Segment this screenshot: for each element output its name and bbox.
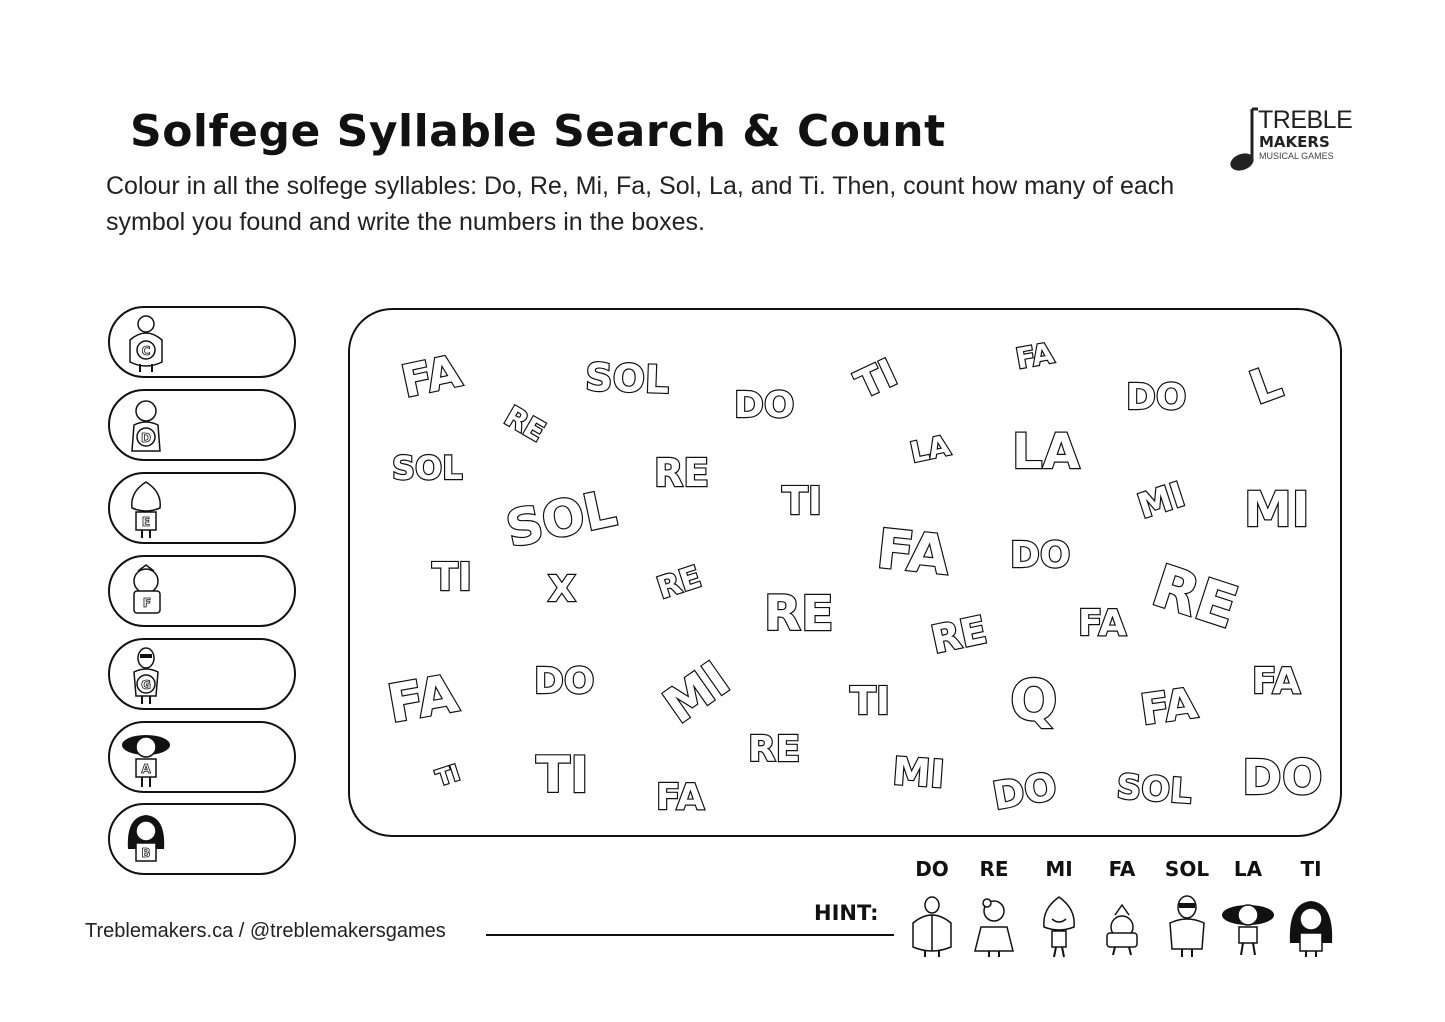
syllable-fa[interactable]: FA — [656, 777, 705, 818]
character-g-icon — [116, 644, 176, 706]
hint-name-la: LA — [1233, 857, 1263, 881]
character-letter: G — [141, 678, 151, 692]
syllable-fa[interactable]: FA — [397, 345, 466, 408]
character-e-icon — [116, 478, 176, 540]
syllable-fa[interactable]: FA — [873, 517, 953, 588]
character-a-icon — [116, 727, 176, 789]
syllable-ti[interactable]: TI — [433, 760, 464, 792]
hint-character-sol-icon — [1160, 893, 1214, 959]
hint-name-mi: MI — [1045, 857, 1073, 881]
instructions-text: Colour in all the solfege syllables: Do, Re, Mi, Fa, Sol, La, and Ti. Then, count how many of each symbol you found and write the numbers in the boxes. — [106, 172, 1175, 236]
syllable-sol[interactable]: SOL — [501, 479, 622, 559]
hint-name-fa: FA — [1108, 857, 1136, 881]
treblemakers-logo — [1228, 106, 1353, 172]
count-box-sol[interactable] — [108, 638, 296, 710]
syllable-sol[interactable]: SOL — [1115, 767, 1194, 813]
syllable-x[interactable]: X — [548, 569, 576, 610]
character-letter: B — [141, 846, 151, 860]
hint-name-re: RE — [979, 857, 1009, 881]
character-f-icon — [116, 561, 176, 623]
syllable-la[interactable]: LA — [1012, 424, 1080, 480]
logo-text-musical-games: MUSICAL GAMES — [1259, 151, 1334, 161]
syllable-ti[interactable]: TI — [432, 555, 473, 599]
hint-name-ti: TI — [1300, 857, 1322, 881]
syllable-q[interactable]: Q — [1010, 669, 1058, 734]
syllable-fa[interactable]: FA — [1137, 678, 1201, 735]
syllable-re[interactable]: RE — [499, 399, 551, 449]
hint-name-sol: SOL — [1164, 857, 1210, 881]
syllable-mi[interactable]: MI — [891, 749, 947, 797]
syllable-ti[interactable]: TI — [848, 350, 904, 408]
count-box-ti[interactable] — [108, 803, 296, 875]
count-box-re[interactable] — [108, 389, 296, 461]
hint-character-ti-icon — [1284, 893, 1338, 959]
syllable-la[interactable]: LA — [907, 428, 953, 470]
footer-line — [486, 934, 894, 936]
character-c-icon — [116, 312, 176, 374]
syllable-search-grid — [348, 308, 1342, 837]
hint-label: HINT: — [814, 901, 879, 925]
syllable-ti[interactable]: TI — [536, 746, 589, 804]
syllable-mi[interactable]: MI — [1133, 474, 1190, 528]
syllable-ti[interactable]: TI — [782, 479, 823, 523]
syllable-sol[interactable]: SOL — [584, 355, 670, 402]
syllable-re[interactable]: RE — [764, 586, 834, 642]
syllable-mi[interactable]: MI — [653, 651, 740, 735]
syllable-sol[interactable]: SOL — [392, 449, 463, 487]
character-letter: F — [142, 596, 152, 610]
logo-text-makers: MAKERS — [1259, 133, 1330, 151]
music-note-icon — [1228, 106, 1260, 172]
syllable-re[interactable]: RE — [653, 559, 706, 607]
syllable-re[interactable]: RE — [748, 729, 801, 770]
syllable-do[interactable]: DO — [1242, 750, 1323, 806]
syllable-re[interactable]: RE — [654, 451, 710, 495]
hint-character-do-icon — [905, 893, 959, 959]
syllable-fa[interactable]: FA — [1078, 603, 1127, 644]
syllable-do[interactable]: DO — [989, 763, 1061, 819]
footer-website-text: Treblemakers.ca / @treblemakersgames — [85, 920, 446, 942]
syllable-fa[interactable]: FA — [1013, 336, 1057, 376]
hint-character-re-icon — [967, 893, 1021, 959]
syllable-ti[interactable]: TI — [850, 679, 891, 723]
character-b-icon — [116, 809, 176, 871]
logo-text-treble: TREBLE — [1258, 106, 1353, 134]
syllable-l[interactable]: L — [1242, 354, 1289, 415]
hint-character-mi-icon — [1032, 893, 1086, 959]
character-letter: C — [141, 344, 151, 358]
character-letter: D — [141, 431, 151, 445]
count-box-do[interactable] — [108, 306, 296, 378]
syllable-do[interactable]: DO — [734, 385, 795, 426]
syllable-fa[interactable]: FA — [1252, 661, 1301, 702]
character-letter: A — [141, 762, 151, 776]
syllable-mi[interactable]: MI — [1244, 482, 1310, 538]
hint-character-fa-icon — [1095, 893, 1149, 959]
count-box-mi[interactable] — [108, 472, 296, 544]
syllable-fa[interactable]: FA — [383, 663, 463, 736]
syllable-do[interactable]: DO — [534, 661, 595, 702]
character-letter: E — [141, 515, 151, 529]
count-box-fa[interactable] — [108, 555, 296, 627]
count-box-la[interactable] — [108, 721, 296, 793]
syllable-do[interactable]: DO — [1126, 377, 1187, 418]
hint-character-la-icon — [1221, 893, 1275, 959]
worksheet-title: Solfege Syllable Search & Count — [130, 106, 946, 157]
character-d-icon — [116, 395, 176, 457]
hint-name-do: DO — [915, 857, 949, 881]
syllable-re[interactable]: RE — [1144, 551, 1246, 642]
syllable-re[interactable]: RE — [927, 607, 991, 663]
syllable-do[interactable]: DO — [1010, 535, 1071, 576]
